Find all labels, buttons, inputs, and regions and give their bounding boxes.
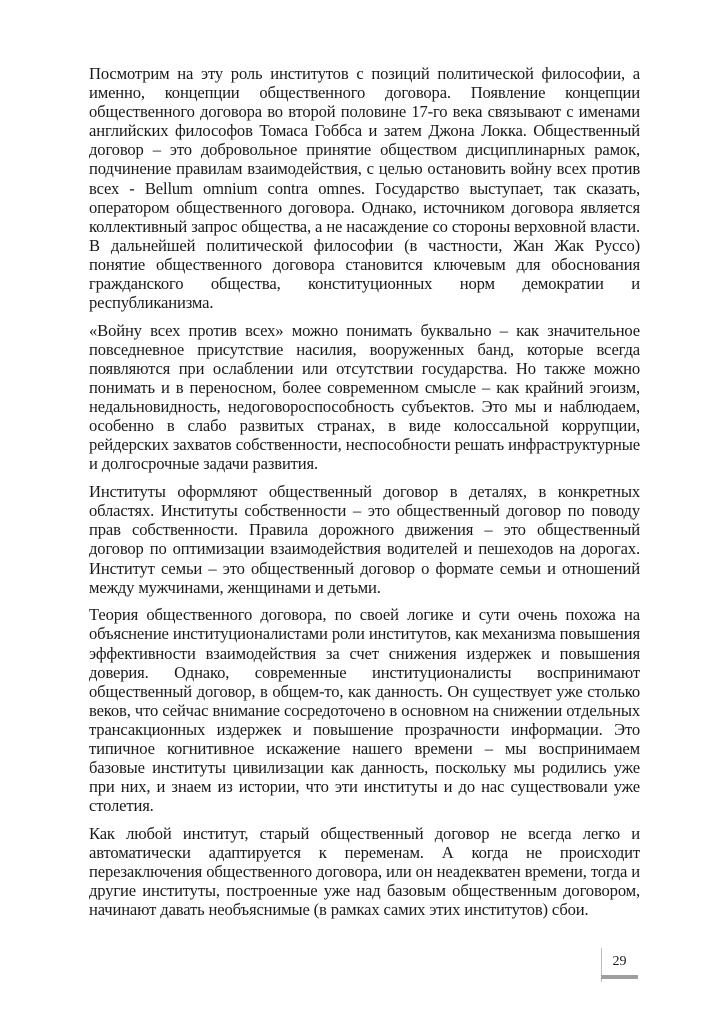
page-number: 29 bbox=[612, 954, 627, 969]
paragraph-2: «Войну всех против всех» можно понимать буквально – как значительное повседневное присутствие насилия, вооруженных банд, которые всегда появляются при ослаблении или отсутствии государства. Но также можно понимать и в переносном, более современном смысле – как крайний эгоизм, недальновидность, недоговороспособность субъектов. Это мы и наблюдаем, особенно в слабо развитых странах, в виде колоссальной коррупции, рейдерских захватов собственности, неспособности решать инфраструктурные и долгосрочные задачи развития. bbox=[89, 320, 640, 474]
paragraph-5: Как любой институт, старый общественный договор не всегда легко и автоматически адаптируется к переменам. А когда не происходит перезаключения общественного договора, или он неадекватен времени, тогда и другие институты, построенные уже над базовым общественным договором, начинают давать необъяснимые (в рамках самих этих институтов) сбои. bbox=[89, 823, 640, 920]
page-number-bar bbox=[601, 975, 638, 979]
body-text bbox=[89, 64, 640, 928]
paragraph-3: Институты оформляют общественный договор в деталях, в конкретных областях. Институты собственности – это общественный договор по поводу прав собственности. Правила дорожного движения – это общественный договор по оптимизации взаимодействия водителей и пешеходов на дорогах. Институт семьи – это общественный договор о формате семьи и отношений между мужчинами, женщинами и детьми. bbox=[89, 482, 640, 597]
paragraph-1: Посмотрим на эту роль институтов с позиций политической философии, а именно, концепции общественного договора. Появление концепции общественного договора во второй половине 17-го века связывают с именами английских философов Томаса Гоббса и затем Джона Локка. Общественный договор – это добровольное принятие обществом дисциплинарных рамок, подчинение правилам взаимодействия, с целью остановить войну всех против всех - Bellum omnium contra omnes. Государство выступает, так сказать, оператором общественного договора. Однако, источником договора является коллективный запрос общества, а не насаждение со стороны верховной власти. В дальнейшей политической философии (в частности, Жан Жак Руссо) понятие общественного договора становится ключевым для обоснования гражданского общества, конституционных норм демократии и республиканизма. bbox=[89, 64, 640, 313]
paragraph-4: Теория общественного договора, по своей логике и сути очень похожа на объяснение институционалистами роли институтов, как механизма повышения эффективности взаимодействия за счет снижения издержек и повышения доверия. Однако, современные институционалисты воспринимают общественный договор, в общем-то, как данность. Он существует уже столько веков, что сейчас внимание сосредоточено в основном на снижении отдельных трансакционных издержек и повышение прозрачности информации. Это типичное когнитивное искажение нашего времени – мы воспринимаем базовые институты цивилизации как данность, поскольку мы родились уже при них, и знаем из истории, что эти институты и до нас существовали уже столетия. bbox=[89, 605, 640, 816]
